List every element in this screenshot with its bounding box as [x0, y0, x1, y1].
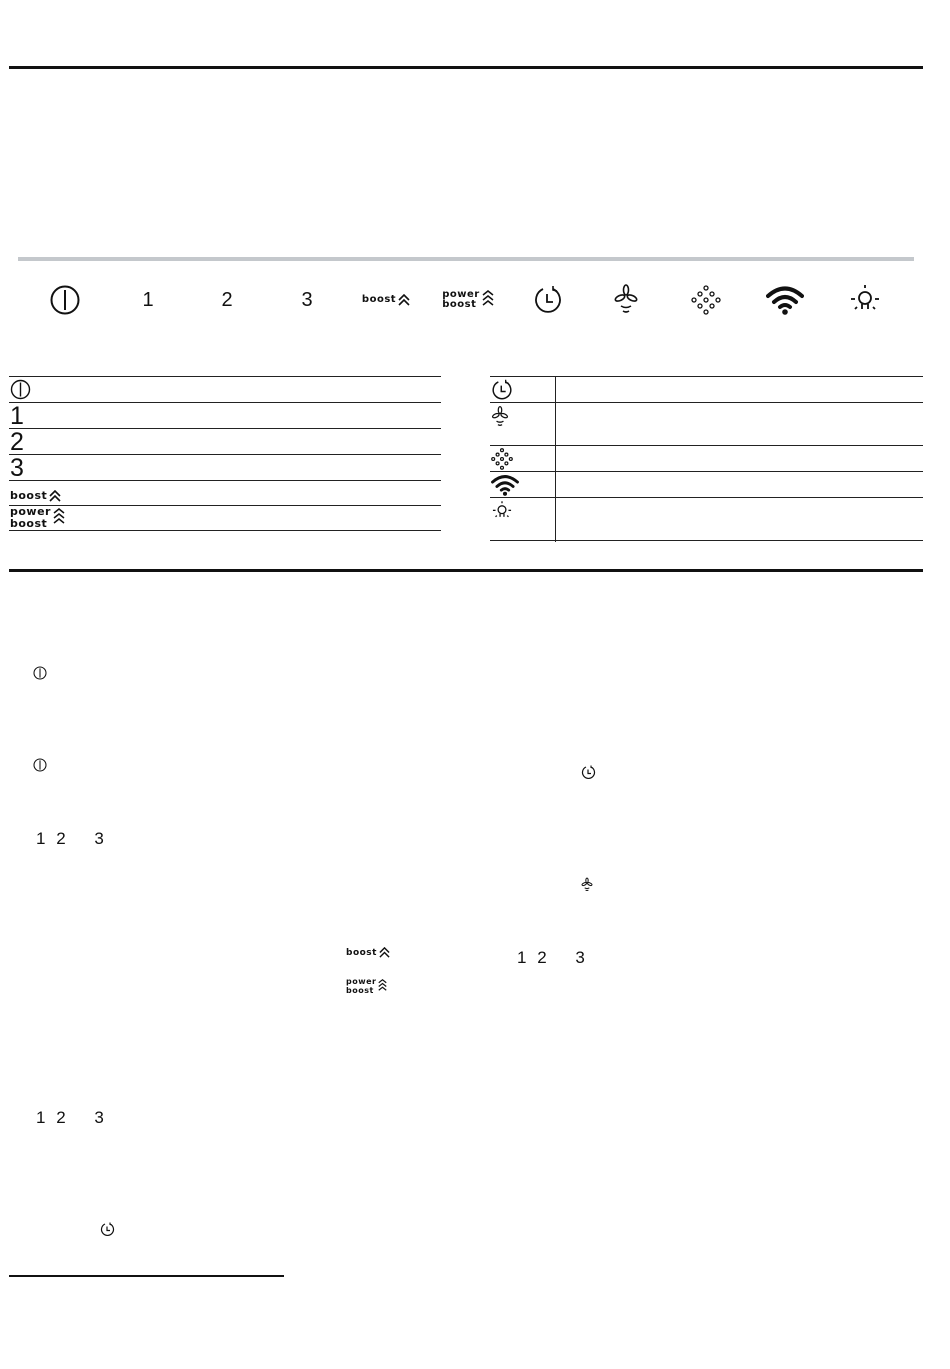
level-3-label: 3 [10, 453, 24, 482]
timer-icon [533, 285, 563, 315]
double-chevron-up-icon [49, 490, 61, 502]
timer-icon [581, 765, 596, 780]
boost-label: boost [10, 517, 48, 530]
legend-row-level-3 [9, 454, 441, 480]
level-1-label: 1 [10, 401, 24, 430]
legend-row-fan-sensor [490, 402, 923, 445]
boost-label: boost [442, 299, 477, 310]
power-label: power [442, 289, 480, 300]
double-chevron-up-icon [482, 290, 494, 310]
legend-row-power-boost [9, 505, 441, 531]
power-boost-symbol [346, 977, 387, 995]
double-chevron-up-icon [53, 508, 65, 528]
fan-sensor-icon [613, 283, 639, 317]
double-chevron-up-icon [398, 294, 410, 306]
section-rule [9, 569, 923, 572]
level-2-label: 2 [56, 829, 68, 848]
legend-row-level-2 [9, 428, 441, 454]
level-2-button[interactable] [197, 270, 257, 330]
legend-table-right [490, 376, 923, 541]
level-symbols [517, 948, 587, 968]
boost-button[interactable] [356, 270, 416, 330]
control-panel [18, 270, 914, 330]
top-rule [9, 66, 923, 69]
legend-row-filter [490, 445, 923, 471]
level-1-label: 1 [36, 1108, 48, 1127]
legend-row-light [490, 497, 923, 541]
level-1-button[interactable] [118, 270, 178, 330]
level-symbols [36, 829, 106, 849]
control-panel-edge [18, 257, 914, 261]
power-icon [10, 379, 31, 400]
power-icon [49, 284, 81, 316]
level-1-label: 1 [517, 948, 529, 967]
legend-row-wifi [490, 471, 923, 497]
boost-label: boost [346, 986, 374, 995]
double-chevron-up-icon [379, 947, 390, 958]
legend-row-power [9, 376, 441, 402]
power-button[interactable] [35, 270, 95, 330]
light-icon [848, 283, 882, 317]
level-2-label: 2 [10, 427, 24, 456]
legend-table-left [9, 376, 441, 531]
boost-symbol [346, 947, 390, 958]
legend-row-boost [9, 480, 441, 505]
level-symbols [36, 1108, 106, 1128]
boost-label: boost [346, 947, 377, 958]
timer-icon [491, 379, 513, 401]
level-3-button[interactable] [277, 270, 337, 330]
level-2-label: 2 [221, 288, 233, 311]
boost-label: boost [361, 294, 397, 305]
level-1-label: 1 [142, 288, 154, 311]
level-3-label: 3 [94, 1108, 106, 1127]
power-label: power [10, 505, 51, 518]
light-icon [491, 500, 513, 522]
level-3-label: 3 [94, 829, 106, 848]
legend-row-level-1 [9, 402, 441, 428]
level-1-label: 1 [36, 829, 48, 848]
wifi-icon [491, 474, 519, 496]
footnote-rule [9, 1275, 284, 1277]
double-chevron-up-icon [378, 979, 387, 994]
filter-dots-icon [691, 285, 721, 315]
power-icon [33, 666, 47, 680]
fan-sensor-button[interactable] [596, 270, 656, 330]
level-3-label: 3 [575, 948, 587, 967]
level-3-label: 3 [301, 288, 313, 311]
power-icon [33, 758, 47, 772]
filter-dots-icon [491, 448, 513, 470]
timer-button[interactable] [518, 270, 578, 330]
power-label: power [346, 977, 377, 986]
level-2-label: 2 [56, 1108, 68, 1127]
wifi-icon [766, 285, 804, 315]
timer-icon [100, 1222, 115, 1237]
wifi-button[interactable] [755, 270, 815, 330]
boost-label: boost [10, 489, 48, 502]
power-boost-button[interactable] [438, 270, 498, 330]
level-2-label: 2 [537, 948, 549, 967]
light-button[interactable] [835, 270, 895, 330]
fan-sensor-icon [581, 877, 593, 893]
fan-sensor-icon [491, 405, 509, 429]
filter-button[interactable] [676, 270, 736, 330]
legend-row-timer [490, 376, 923, 402]
